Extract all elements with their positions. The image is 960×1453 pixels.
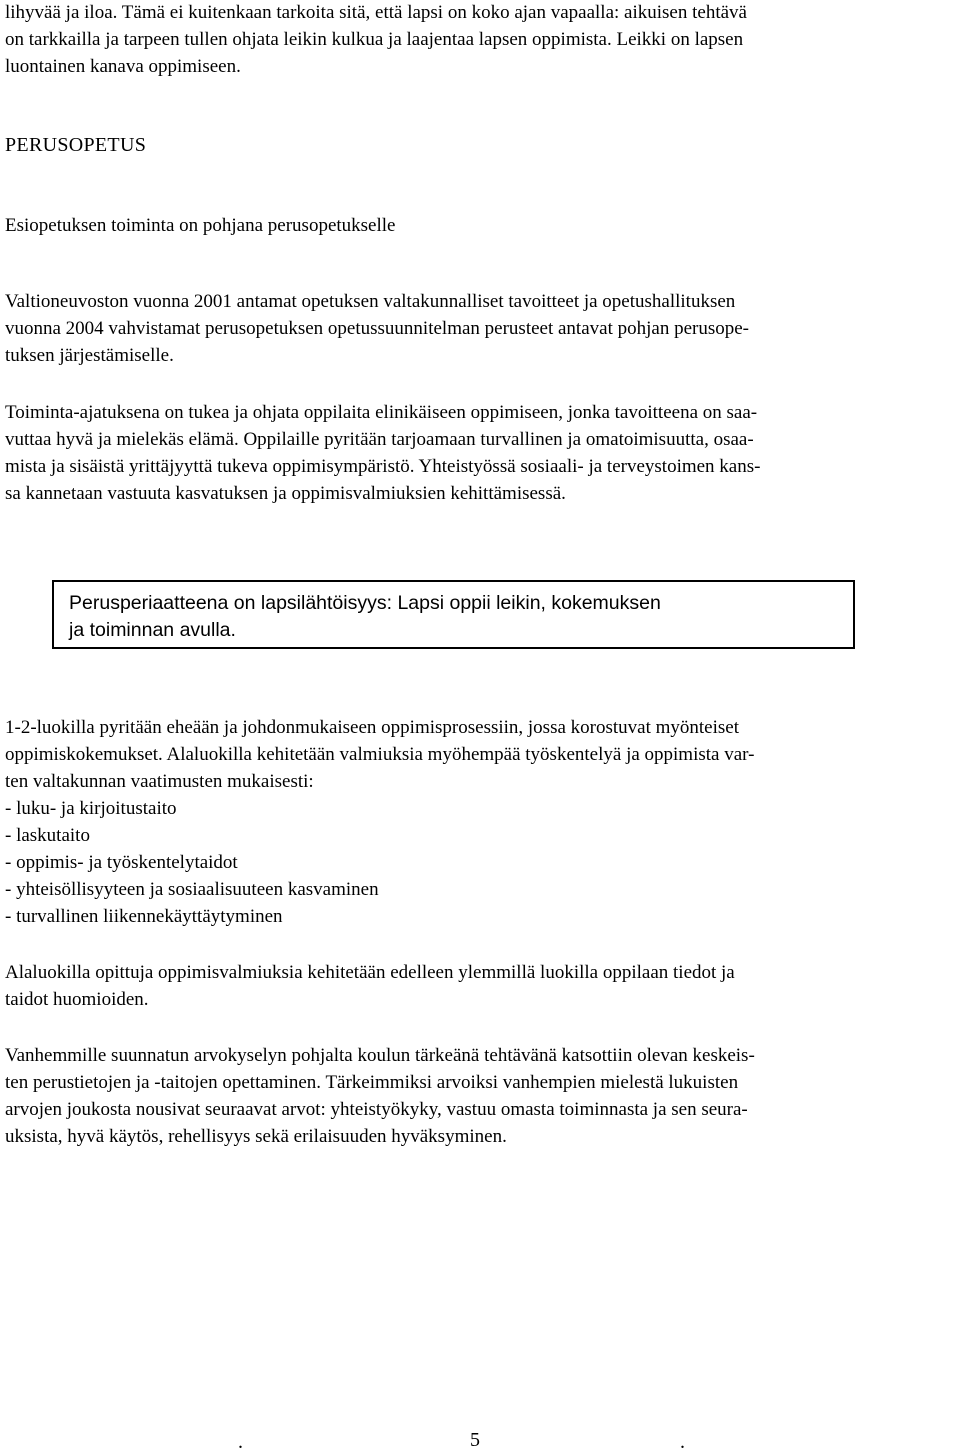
list-item: - laskutaito [5,825,90,846]
list-item: - yhteisöllisyyteen ja sosiaalisuuteen kasvaminen [5,879,379,900]
footer-dot-left: . [238,1431,243,1453]
section-subheading: Esiopetuksen toiminta on pohjana perusopetukselle [5,215,396,236]
intro-line-2: on tarkkailla ja tarpeen tullen ohjata leikin kulkua ja laajentaa lapsen oppimista. Leikki on lapsen [5,29,744,50]
vanhemmat-line-3: arvojen joukosta nousivat seuraavat arvot: yhteistyökyky, vastuu omasta toiminnasta ja sen seura- [5,1099,748,1120]
toiminta-line-4: sa kannetaan vastuuta kasvatuksen ja oppimisvalmiuksien kehittämisessä. [5,483,566,504]
valtioneuvosto-line-2: vuonna 2004 vahvistamat perusopetuksen opetussuunnitelman perusteet antavat pohjan perusope- [5,318,749,339]
callout-line-2: ja toiminnan avulla. [69,619,236,641]
section-heading: PERUSOPETUS [5,134,147,156]
toiminta-line-1: Toiminta-ajatuksena on tukea ja ohjata oppilaita elinikäiseen oppimiseen, jonka tavoitteena on saa- [5,402,758,423]
vanhemmat-line-4: uksista, hyvä käytös, rehellisyys sekä erilaisuuden hyväksyminen. [5,1126,507,1147]
alaluokat-line-1: Alaluokilla opittuja oppimisvalmiuksia kehitetään edelleen ylemmillä luokilla oppilaan tiedot ja [5,962,735,983]
vanhemmat-line-1: Vanhemmille suunnatun arvokyselyn pohjalta koulun tärkeänä tehtävänä katsottiin olevan keskeis- [5,1045,755,1066]
callout-line-1: Perusperiaatteena on lapsilähtöisyys: Lapsi oppii leikin, kokemuksen [69,592,661,614]
principle-callout-box [52,580,855,649]
luokat-line-1: 1-2-luokilla pyritään eheään ja johdonmukaiseen oppimisprosessiin, jossa korostuvat myönteiset [5,717,739,738]
intro-line-1: lihyvää ja iloa. Tämä ei kuitenkaan tarkoita sitä, että lapsi on koko ajan vapaalla: aikuisen tehtävä [5,2,747,23]
toiminta-line-2: vuttaa hyvä ja mielekäs elämä. Oppilaille pyritään tarjoamaan turvallinen ja omatoimisuutta, osaa- [5,429,754,450]
intro-line-3: luontainen kanava oppimiseen. [5,56,241,77]
list-item: - oppimis- ja työskentelytaidot [5,852,238,873]
luokat-line-3: ten valtakunnan vaatimusten mukaisesti: [5,771,314,792]
valtioneuvosto-line-1: Valtioneuvoston vuonna 2001 antamat opetuksen valtakunnalliset tavoitteet ja opetushallituksen [5,291,736,312]
alaluokat-line-2: taidot huomioiden. [5,989,149,1010]
footer-dot-right: . [680,1431,685,1453]
list-item: - luku- ja kirjoitustaito [5,798,177,819]
toiminta-line-3: mista ja sisäistä yrittäjyyttä tukeva oppimisympäristö. Yhteistyössä sosiaali- ja terveystoimen kans- [5,456,761,477]
valtioneuvosto-line-3: tuksen järjestämiselle. [5,345,174,366]
page-number: 5 [470,1429,480,1451]
vanhemmat-line-2: ten perustietojen ja -taitojen opettaminen. Tärkeimmiksi arvoiksi vanhempien mielestä lukuisten [5,1072,739,1093]
list-item: - turvallinen liikennekäyttäytyminen [5,906,283,927]
luokat-line-2: oppimiskokemukset. Alaluokilla kehitetään valmiuksia myöhempää työskentelyä ja oppimista var- [5,744,755,765]
